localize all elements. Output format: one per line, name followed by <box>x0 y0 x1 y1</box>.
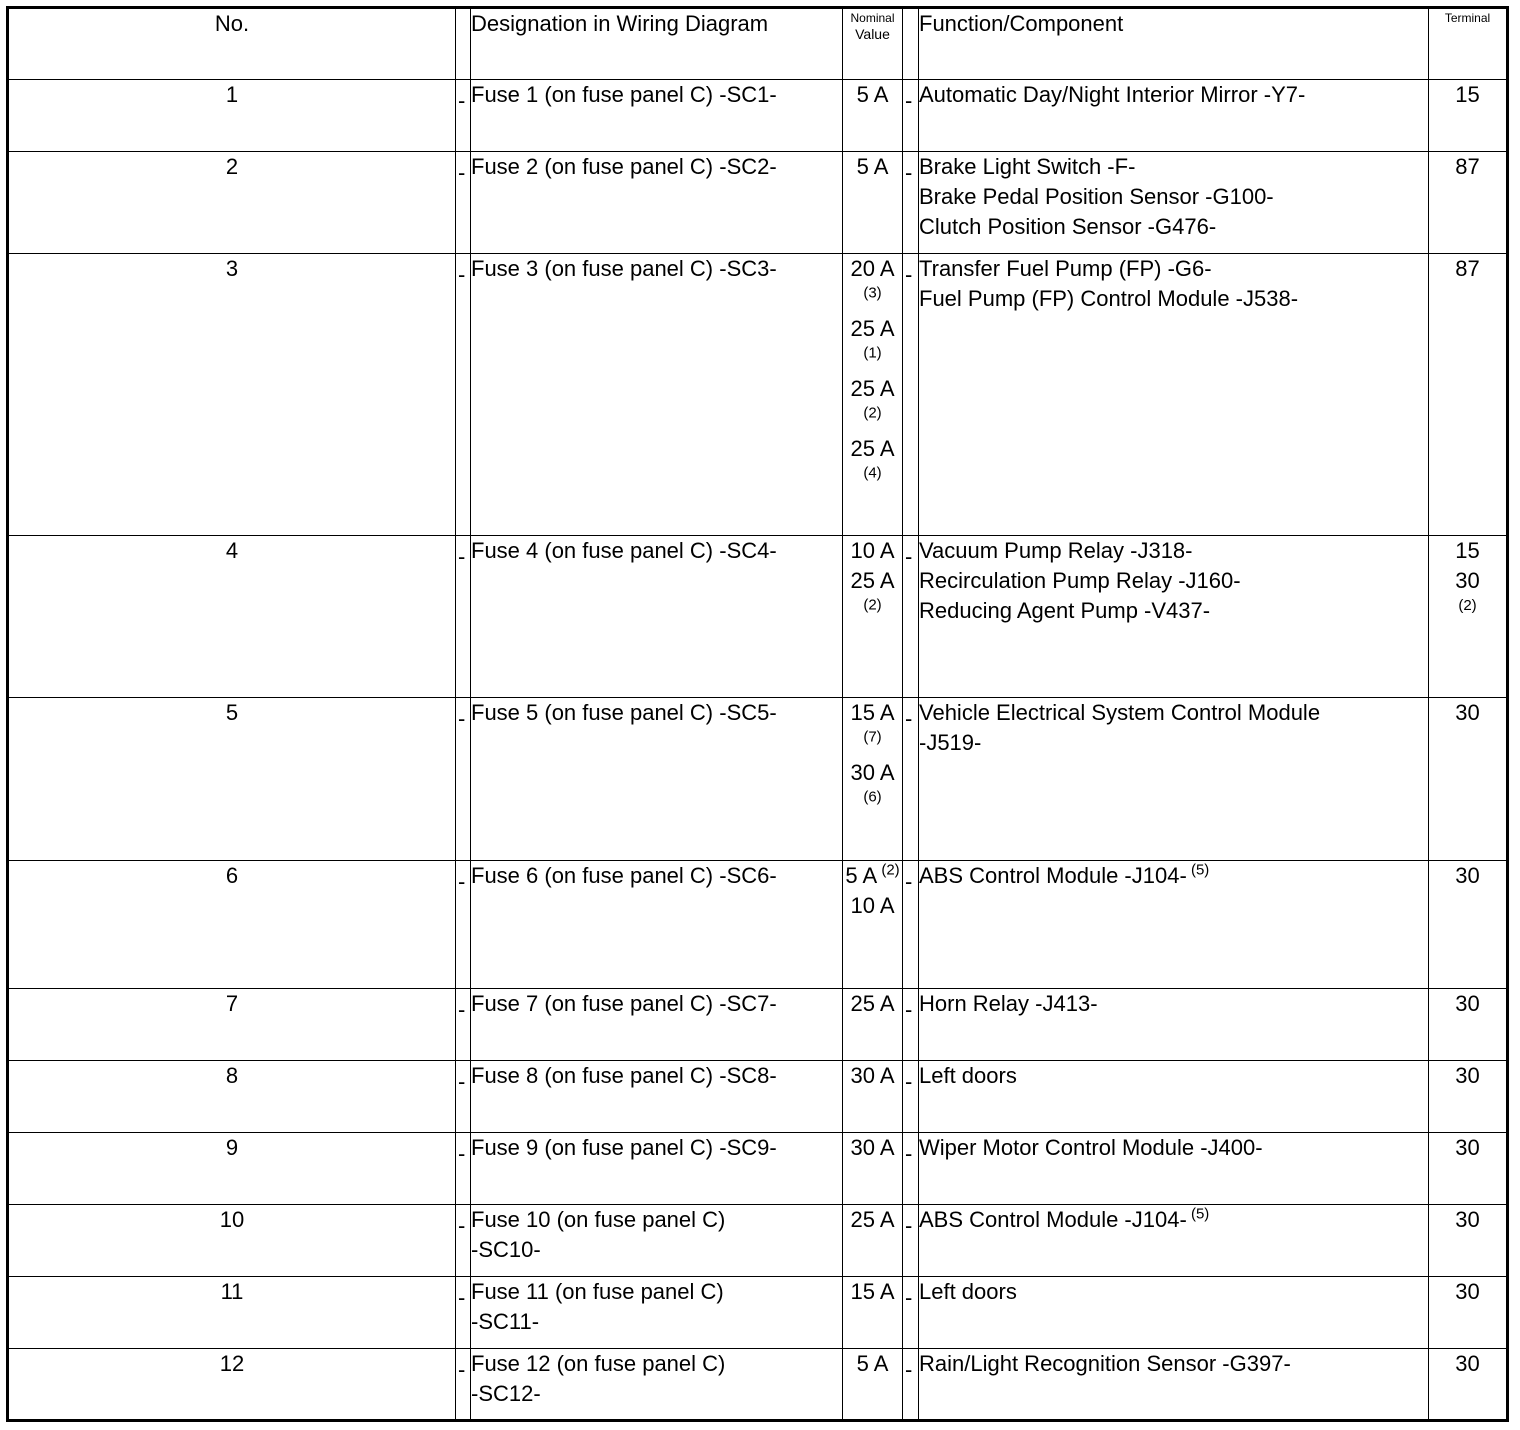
designation-line: Fuse 10 (on fuse panel C) <box>471 1206 726 1232</box>
function-text: ABS Control Module -J104- <box>919 1206 1187 1232</box>
fuse-number: 8 <box>8 1060 456 1132</box>
fuse-number: 7 <box>8 988 456 1060</box>
designation-line: Fuse 2 (on fuse panel C) -SC2- <box>471 154 777 180</box>
nominal-value-cell <box>843 988 903 1060</box>
designation-line: Fuse 9 (on fuse panel C) -SC9- <box>471 1134 777 1160</box>
tick-mark: - <box>905 88 913 114</box>
nominal-value-text: 10 A <box>850 892 895 918</box>
tick-mark: - <box>458 1284 466 1310</box>
terminal-value: 30 <box>1455 1062 1480 1088</box>
header-no: No. <box>8 8 456 80</box>
function-text: Left doors <box>919 1062 1017 1088</box>
nominal-value-cell <box>843 860 903 988</box>
table-row <box>8 1204 1508 1276</box>
left-gap <box>456 1204 471 1276</box>
tick-mark: - <box>458 1212 466 1238</box>
table-row <box>8 988 1508 1060</box>
function-cell <box>919 536 1429 698</box>
function-text: Vehicle Electrical System Control Module <box>919 700 1321 726</box>
tick-mark: - <box>905 1140 913 1166</box>
footnote-ref: (6) <box>863 789 882 807</box>
left-gap <box>456 80 471 152</box>
function-line <box>919 284 1428 314</box>
function-text: Vacuum Pump Relay -J318- <box>919 538 1193 564</box>
function-line <box>919 1277 1428 1307</box>
terminal-value: 87 <box>1455 154 1480 180</box>
function-text: Transfer Fuel Pump (FP) -G6- <box>919 256 1212 282</box>
function-line <box>919 861 1428 891</box>
terminal-value: 87 <box>1455 256 1480 282</box>
nominal-value-cell <box>843 1276 903 1348</box>
left-gap <box>456 254 471 536</box>
designation-cell <box>471 80 843 152</box>
fuse-number: 5 <box>8 698 456 860</box>
function-text: Recirculation Pump Relay -J160- <box>919 568 1241 594</box>
nominal-value <box>845 1277 901 1307</box>
right-gap <box>903 536 919 698</box>
fuse-number: 4 <box>8 536 456 698</box>
fuse-number: 2 <box>8 152 456 254</box>
left-gap <box>456 860 471 988</box>
designation-line: Fuse 8 (on fuse panel C) -SC8- <box>471 1062 777 1088</box>
nominal-value-text: 25 A <box>850 376 895 402</box>
footnote-ref: (5) <box>1186 861 1210 879</box>
nominal-value-text: 5 A <box>845 862 878 888</box>
left-gap <box>456 988 471 1060</box>
tick-mark: - <box>458 88 466 114</box>
nominal-value <box>845 758 901 818</box>
right-gap <box>903 1348 919 1420</box>
left-gap <box>456 536 471 698</box>
left-gap <box>456 1060 471 1132</box>
right-gap <box>903 1204 919 1276</box>
designation-line: Fuse 12 (on fuse panel C) <box>471 1350 726 1376</box>
nominal-value-cell <box>843 1348 903 1420</box>
table-row <box>8 1348 1508 1420</box>
function-cell <box>919 988 1429 1060</box>
nominal-value-text: 5 A <box>856 1350 889 1376</box>
function-line <box>919 182 1428 212</box>
function-line <box>919 596 1428 626</box>
designation-cell <box>471 1204 843 1276</box>
terminal-value: 30 <box>1455 1134 1480 1160</box>
header-nominal-line1: Nominal <box>850 11 895 25</box>
nominal-value-text: 15 A <box>850 700 895 726</box>
function-cell <box>919 1060 1429 1132</box>
nominal-value-text: 30 A <box>850 1062 895 1088</box>
fuse-number: 6 <box>8 860 456 988</box>
function-line <box>919 566 1428 596</box>
function-line <box>919 989 1428 1019</box>
designation-line: Fuse 5 (on fuse panel C) -SC5- <box>471 700 777 726</box>
designation-line: Fuse 4 (on fuse panel C) -SC4- <box>471 538 777 564</box>
nominal-value-text: 5 A <box>856 154 889 180</box>
function-line <box>919 536 1428 566</box>
nominal-value <box>845 698 901 758</box>
tick-mark: - <box>905 1068 913 1094</box>
terminal-cell <box>1429 152 1508 254</box>
table-row <box>8 1132 1508 1204</box>
nominal-value <box>845 152 901 182</box>
nominal-value-text: 30 A <box>850 1134 895 1160</box>
footnote-ref: (2) <box>1458 597 1477 615</box>
function-text: Rain/Light Recognition Sensor -G397- <box>919 1350 1291 1376</box>
terminal-value: 30 <box>1455 568 1480 594</box>
designation-cell <box>471 536 843 698</box>
table-row <box>8 254 1508 536</box>
header-nominal-line2: Value <box>855 26 890 42</box>
left-gap <box>456 152 471 254</box>
function-text: Reducing Agent Pump -V437- <box>919 598 1211 624</box>
nominal-value-cell <box>843 1204 903 1276</box>
terminal-value: 30 <box>1455 1206 1480 1232</box>
nominal-value <box>845 254 901 314</box>
nominal-value <box>845 314 901 374</box>
function-line <box>919 80 1428 110</box>
nominal-value-text: 25 A <box>850 990 895 1016</box>
fuse-number: 1 <box>8 80 456 152</box>
tick-mark: - <box>458 868 466 894</box>
nominal-value <box>845 566 901 626</box>
footnote-ref: (2) <box>877 861 900 879</box>
nominal-value <box>845 989 901 1019</box>
table-row <box>8 1060 1508 1132</box>
designation-line: Fuse 1 (on fuse panel C) -SC1- <box>471 82 777 108</box>
right-gap <box>903 1060 919 1132</box>
fuse-number: 3 <box>8 254 456 536</box>
right-gap <box>903 152 919 254</box>
table-row <box>8 536 1508 698</box>
nominal-value-text: 25 A <box>850 436 895 462</box>
nominal-value <box>845 536 901 566</box>
header-terminal-label: Terminal <box>1444 11 1491 25</box>
terminal-cell <box>1429 860 1508 988</box>
function-cell <box>919 860 1429 988</box>
function-text: Horn Relay -J413- <box>919 990 1098 1016</box>
designation-cell <box>471 1348 843 1420</box>
terminal-value: 30 <box>1455 990 1480 1016</box>
function-line <box>919 728 1428 758</box>
header-gap <box>456 8 471 80</box>
function-text: ABS Control Module -J104- <box>919 862 1187 888</box>
nominal-value <box>845 891 901 921</box>
designation-cell <box>471 152 843 254</box>
nominal-value <box>845 80 901 110</box>
fuse-table-body <box>8 8 1508 1421</box>
nominal-value-cell <box>843 80 903 152</box>
terminal-cell <box>1429 1348 1508 1420</box>
nominal-value <box>845 1205 901 1235</box>
terminal-value: 30 <box>1455 700 1480 726</box>
right-gap <box>903 1276 919 1348</box>
function-line <box>919 698 1428 728</box>
nominal-value-cell <box>843 152 903 254</box>
table-row <box>8 698 1508 860</box>
header-function: Function/Component <box>919 8 1429 80</box>
left-gap <box>456 1276 471 1348</box>
tick-mark: - <box>458 1356 466 1382</box>
tick-mark: - <box>905 544 913 570</box>
designation-cell <box>471 1276 843 1348</box>
nominal-value <box>845 1061 901 1091</box>
footnote-ref: (3) <box>863 284 882 302</box>
right-gap <box>903 80 919 152</box>
nominal-value <box>845 861 901 891</box>
table-row <box>8 80 1508 152</box>
fuse-number: 12 <box>8 1348 456 1420</box>
fuse-number: 10 <box>8 1204 456 1276</box>
function-line <box>919 152 1428 182</box>
tick-mark: - <box>905 1212 913 1238</box>
nominal-value-cell <box>843 1132 903 1204</box>
nominal-value-text: 25 A <box>850 1206 895 1232</box>
tick-mark: - <box>458 544 466 570</box>
function-line <box>919 212 1428 242</box>
function-cell <box>919 1276 1429 1348</box>
function-text: Wiper Motor Control Module -J400- <box>919 1134 1263 1160</box>
terminal-cell <box>1429 698 1508 860</box>
terminal-cell <box>1429 1060 1508 1132</box>
nominal-value-text: 5 A <box>856 82 889 108</box>
fuse-table <box>6 6 1509 1422</box>
nominal-value <box>845 1349 901 1379</box>
function-line <box>919 1061 1428 1091</box>
tick-mark: - <box>905 262 913 288</box>
terminal-cell <box>1429 536 1508 698</box>
terminal-cell <box>1429 1132 1508 1204</box>
footnote-ref: (5) <box>1186 1205 1210 1223</box>
designation-line: Fuse 7 (on fuse panel C) -SC7- <box>471 990 777 1016</box>
nominal-value-text: 20 A <box>850 256 895 282</box>
designation-line: Fuse 3 (on fuse panel C) -SC3- <box>471 256 777 282</box>
table-row <box>8 860 1508 988</box>
designation-cell <box>471 254 843 536</box>
tick-mark: - <box>458 996 466 1022</box>
footnote-ref: (1) <box>863 344 882 362</box>
terminal-value: 30 <box>1455 1350 1480 1376</box>
designation-cell <box>471 1060 843 1132</box>
function-text: Brake Light Switch -F- <box>919 154 1136 180</box>
nominal-value <box>845 374 901 434</box>
function-text: Clutch Position Sensor -G476- <box>919 214 1217 240</box>
fuse-number: 9 <box>8 1132 456 1204</box>
designation-cell <box>471 698 843 860</box>
tick-mark: - <box>905 868 913 894</box>
function-cell <box>919 698 1429 860</box>
table-row <box>8 152 1508 254</box>
designation-line: -SC10- <box>471 1236 541 1262</box>
terminal-cell <box>1429 1204 1508 1276</box>
tick-mark: - <box>458 1140 466 1166</box>
designation-line: Fuse 6 (on fuse panel C) -SC6- <box>471 862 777 888</box>
function-cell <box>919 254 1429 536</box>
function-cell <box>919 152 1429 254</box>
function-cell <box>919 1348 1429 1420</box>
nominal-value-text: 25 A <box>850 568 895 594</box>
left-gap <box>456 1348 471 1420</box>
nominal-value-text: 15 A <box>850 1278 895 1304</box>
nominal-value <box>845 434 901 494</box>
function-cell <box>919 1204 1429 1276</box>
tick-mark: - <box>458 1068 466 1094</box>
terminal-value: 30 <box>1455 862 1480 888</box>
function-cell <box>919 1132 1429 1204</box>
footnote-ref: (2) <box>863 404 882 422</box>
footnote-ref: (2) <box>863 597 882 615</box>
function-line <box>919 1205 1428 1235</box>
terminal-cell <box>1429 1276 1508 1348</box>
terminal-value: 15 <box>1455 538 1480 564</box>
function-text: Automatic Day/Night Interior Mirror -Y7- <box>919 82 1306 108</box>
terminal-cell <box>1429 988 1508 1060</box>
function-text: Fuel Pump (FP) Control Module -J538- <box>919 286 1299 312</box>
function-text: -J519- <box>919 730 982 756</box>
right-gap <box>903 698 919 860</box>
header-gap <box>903 8 919 80</box>
function-line <box>919 1133 1428 1163</box>
tick-mark: - <box>458 262 466 288</box>
function-text: Brake Pedal Position Sensor -G100- <box>919 184 1274 210</box>
nominal-value-text: 30 A <box>850 760 895 786</box>
nominal-value-text: 25 A <box>850 316 895 342</box>
right-gap <box>903 860 919 988</box>
designation-cell <box>471 860 843 988</box>
terminal-cell <box>1429 254 1508 536</box>
footnote-ref: (7) <box>863 729 882 747</box>
terminal-value: 15 <box>1455 82 1480 108</box>
footnote-ref: (4) <box>863 464 882 482</box>
tick-mark: - <box>905 996 913 1022</box>
function-text: Left doors <box>919 1278 1017 1304</box>
tick-mark: - <box>458 706 466 732</box>
tick-mark: - <box>905 160 913 186</box>
designation-cell <box>471 1132 843 1204</box>
designation-cell <box>471 988 843 1060</box>
nominal-value <box>845 1133 901 1163</box>
left-gap <box>456 1132 471 1204</box>
function-cell <box>919 80 1429 152</box>
function-line <box>919 254 1428 284</box>
designation-line: Fuse 11 (on fuse panel C) <box>471 1278 724 1304</box>
nominal-value-cell <box>843 536 903 698</box>
nominal-value-text: 10 A <box>850 538 895 564</box>
terminal-value: 30 <box>1455 1278 1480 1304</box>
tick-mark: - <box>905 1284 913 1310</box>
nominal-value-cell <box>843 1060 903 1132</box>
right-gap <box>903 988 919 1060</box>
function-line <box>919 1349 1428 1379</box>
tick-mark: - <box>458 160 466 186</box>
right-gap <box>903 254 919 536</box>
table-row <box>8 1276 1508 1348</box>
left-gap <box>456 698 471 860</box>
header-designation: Designation in Wiring Diagram <box>471 8 843 80</box>
header-row <box>8 8 1508 80</box>
right-gap <box>903 1132 919 1204</box>
terminal-cell <box>1429 80 1508 152</box>
tick-mark: - <box>905 1356 913 1382</box>
nominal-value-cell <box>843 698 903 860</box>
header-nominal <box>843 8 903 80</box>
designation-line: -SC12- <box>471 1380 541 1406</box>
designation-line: -SC11- <box>471 1308 540 1334</box>
fuse-number: 11 <box>8 1276 456 1348</box>
header-terminal <box>1429 8 1508 80</box>
tick-mark: - <box>905 706 913 732</box>
nominal-value-cell <box>843 254 903 536</box>
